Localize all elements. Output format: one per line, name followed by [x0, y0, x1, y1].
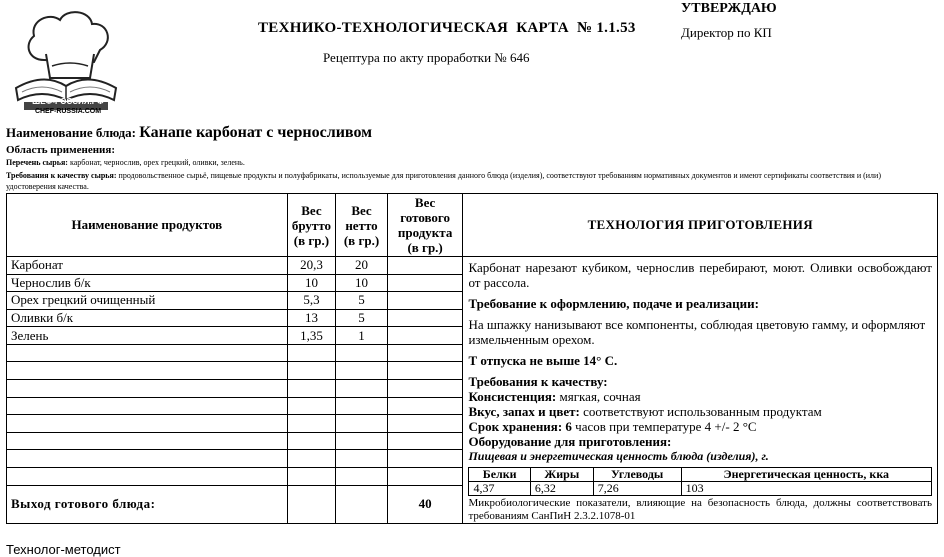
raw-quality-text: продовольственное сырьё, пищевые продукты и полуфабрикаты, используемые для приготовления данного блюда (изделия), соответствуют требованиям нормативных документов и имеют сертификаты соответствия и (или) удостоверения качества. [6, 171, 881, 191]
col-ready-weight: Вес готового продукта (в гр.) [387, 194, 463, 257]
storage-value: часов при температуре 4 +/- 2 °С [575, 419, 757, 434]
col-product-name: Наименование продуктов [7, 194, 288, 257]
col-gross-weight: Вес брутто (в гр.) [287, 194, 336, 257]
serving-temperature: Т отпуска не выше 14° С. [468, 353, 618, 368]
raw-materials [6, 158, 245, 167]
yield-label: Выход готового блюда: [7, 485, 288, 523]
recipe-table [6, 193, 938, 524]
carbs-header: Углеводы [593, 468, 681, 482]
product-name: Чернослив б/к [7, 274, 288, 292]
product-name: Карбонат [7, 257, 288, 275]
table-header-row [7, 194, 938, 257]
gross-weight: 10 [287, 274, 336, 292]
energy-header: Энергетическая ценность, кка [681, 468, 931, 482]
consistency-value: мягкая, сочная [559, 389, 641, 404]
net-weight: 5 [336, 292, 387, 310]
tech-step: Карбонат нарезают кубиком, чернослив перебирают, моют. Оливки освобождают от рассола. [468, 260, 932, 290]
table-row [7, 257, 938, 275]
taste-line [468, 404, 932, 419]
raw-quality-label: Требования к качеству сырья: [6, 171, 117, 180]
document-title: ТЕХНИКО-ТЕХНОЛОГИЧЕСКАЯ КАРТА № 1.1.53 [258, 20, 636, 36]
technologist-signature: Технолог-методист [6, 542, 121, 557]
taste-label: Вкус, запах и цвет: [468, 404, 580, 419]
col-net-weight: Вес нетто (в гр.) [336, 194, 387, 257]
logo-text-ru: ШЕФ-РОССИЯ.РФ [32, 97, 104, 106]
gross-weight: 1,35 [287, 327, 336, 345]
storage-label: Срок хранения: [468, 419, 563, 434]
yield-value: 40 [387, 485, 463, 523]
carbs-value: 7,26 [593, 482, 681, 496]
ready-weight [387, 257, 463, 275]
net-weight: 10 [336, 274, 387, 292]
consistency-line [468, 389, 932, 404]
ready-weight [387, 274, 463, 292]
storage-hours: 6 [565, 419, 572, 434]
taste-value: соответствуют использованным продуктам [583, 404, 822, 419]
product-name: Оливки б/к [7, 309, 288, 327]
approve-label: УТВЕРЖДАЮ [681, 1, 777, 16]
application-area-label: Область применения: [6, 144, 115, 156]
gross-weight: 5,3 [287, 292, 336, 310]
product-name: Зелень [7, 327, 288, 345]
fats-value: 6,32 [530, 482, 593, 496]
nutrition-header-row [469, 468, 932, 482]
gross-weight: 20,3 [287, 257, 336, 275]
quality-label: Требования к качеству: [468, 374, 608, 389]
product-name: Орех грецкий очищенный [7, 292, 288, 310]
director-label: Директор по КП [681, 25, 772, 40]
serving-text: На шпажку нанизывают все компоненты, соблюдая цветовую гамму, и оформляют измельченным орехом. [468, 317, 926, 347]
ready-weight [387, 327, 463, 345]
net-weight: 1 [336, 327, 387, 345]
consistency-label: Консистенция: [468, 389, 557, 404]
serving-label: Требование к оформлению, подаче и реализации: [468, 296, 759, 311]
dish-heading [6, 124, 372, 142]
proteins-value: 4,37 [469, 482, 530, 496]
chef-russia-logo [10, 4, 122, 120]
gross-weight: 13 [287, 309, 336, 327]
recipe-reference: Рецептура по акту проработки № 646 [323, 50, 530, 65]
logo-text-en: CHEF-RUSSIA.COM [34, 108, 102, 115]
nutrition-table [468, 467, 932, 496]
raw-quality [6, 170, 931, 192]
ready-weight [387, 292, 463, 310]
ready-weight [387, 309, 463, 327]
dish-name: Канапе карбонат с черносливом [139, 124, 373, 141]
technology-cell [463, 257, 938, 524]
nutrition-values-row [469, 482, 932, 496]
energy-value: 103 [681, 482, 931, 496]
net-weight: 5 [336, 309, 387, 327]
fats-header: Жиры [530, 468, 593, 482]
col-technology: ТЕХНОЛОГИЯ ПРИГОТОВЛЕНИЯ [463, 194, 938, 257]
nutrition-label: Пищевая и энергетическая ценность блюда (изделия), г. [468, 449, 769, 463]
raw-materials-label: Перечень сырья: [6, 158, 68, 167]
proteins-header: Белки [469, 468, 530, 482]
storage-line [468, 419, 932, 434]
equipment-label: Оборудование для приготовления: [468, 434, 672, 449]
net-weight: 20 [336, 257, 387, 275]
raw-materials-text: карбонат, чернослив, орех грецкий, оливки, зелень. [69, 158, 245, 167]
dish-label: Наименование блюда: [6, 125, 136, 140]
microbiology-note: Микробиологические показатели, влияющие на безопасность блюда, должны соответствовать требованиям СанПиН 2.3.2.1078-01 [468, 497, 932, 522]
